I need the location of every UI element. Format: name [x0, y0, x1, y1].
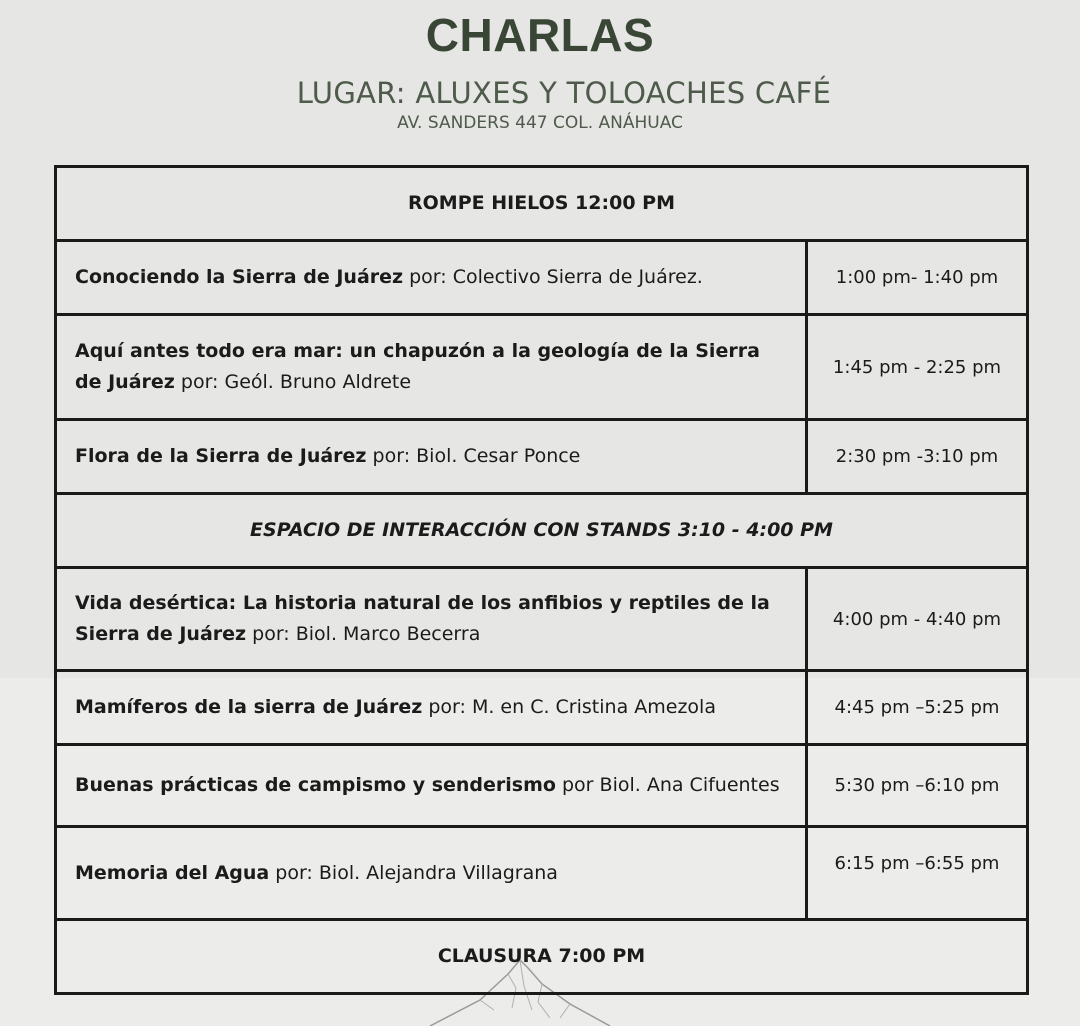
schedule-row-opening — [56, 167, 1028, 241]
table-row — [56, 315, 1028, 420]
venue-text: LUGAR: ALUXES Y TOLOACHES CAFÉ — [296, 76, 832, 110]
talk-speaker: por Biol. Ana Cifuentes — [555, 774, 780, 796]
talk-speaker: por: Geól. Bruno Aldrete — [174, 371, 412, 393]
talk-cell — [56, 315, 807, 420]
page-title: CHARLAS — [425, 9, 655, 61]
talk-speaker: por: M. en C. Cristina Amezola — [422, 696, 716, 718]
talk-title: Mamíferos de la sierra de Juárez — [75, 696, 423, 718]
talk-title: Buenas prácticas de campismo y senderismo — [75, 774, 556, 796]
talk-title: Flora de la Sierra de Juárez — [75, 445, 367, 467]
closing-label: CLAUSURA 7:00 PM — [56, 920, 1028, 994]
table-row — [56, 241, 1028, 315]
table-row — [56, 745, 1028, 827]
talk-time: 6:15 pm –6:55 pm — [807, 827, 1028, 920]
table-row — [56, 420, 1028, 494]
table-row — [56, 568, 1028, 671]
talk-cell — [56, 671, 807, 745]
talk-cell — [56, 568, 807, 671]
talk-cell — [56, 745, 807, 827]
talk-speaker: por: Biol. Marco Becerra — [246, 623, 481, 645]
talk-title: Conociendo la Sierra de Juárez — [75, 266, 404, 288]
talk-speaker: por: Colectivo Sierra de Juárez. — [403, 266, 703, 288]
talk-title: Aquí antes todo era mar: un chapuzón a la geología de la Sierra de Juárez — [75, 340, 760, 393]
table-row — [56, 671, 1028, 745]
talk-time: 1:00 pm- 1:40 pm — [807, 241, 1028, 315]
schedule-row-interlude — [56, 494, 1028, 568]
talk-title: Vida desértica: La historia natural de los anfibios y reptiles de la Sierra de Juárez — [75, 592, 770, 645]
talk-time: 4:45 pm –5:25 pm — [807, 671, 1028, 745]
talk-cell — [56, 420, 807, 494]
talk-time: 2:30 pm -3:10 pm — [807, 420, 1028, 494]
address-text: AV. SANDERS 447 COL. ANÁHUAC — [397, 113, 683, 133]
talk-time: 5:30 pm –6:10 pm — [807, 745, 1028, 827]
talk-time: 1:45 pm - 2:25 pm — [807, 315, 1028, 420]
interlude-label: ESPACIO DE INTERACCIÓN CON STANDS 3:10 - 4:00 PM — [56, 494, 1028, 568]
talk-cell — [56, 827, 807, 920]
schedule-table — [54, 165, 1029, 995]
talk-cell — [56, 241, 807, 315]
talk-speaker: por: Biol. Alejandra Villagrana — [269, 861, 558, 884]
opening-label: ROMPE HIELOS 12:00 PM — [56, 167, 1028, 241]
talk-speaker: por: Biol. Cesar Ponce — [366, 445, 581, 467]
talk-time: 4:00 pm - 4:40 pm — [807, 568, 1028, 671]
talk-title: Memoria del Agua — [75, 861, 270, 884]
table-row — [56, 827, 1028, 920]
schedule-row-closing — [56, 920, 1028, 994]
